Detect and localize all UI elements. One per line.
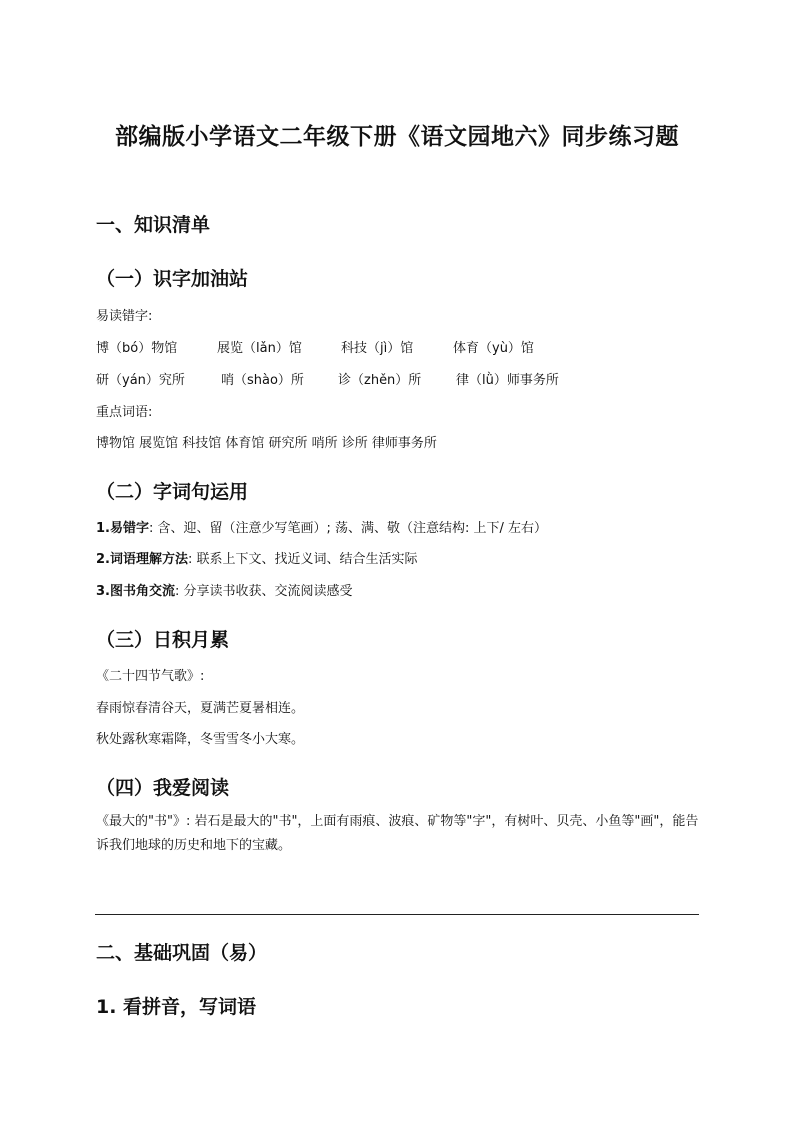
document-title: 部编版小学语文二年级下册《语文园地六》同步练习题	[115, 124, 679, 150]
pinyin-word: 展览（lǎn）馆	[217, 341, 302, 356]
pinyin-row-2	[96, 369, 559, 388]
usage-item-1-text: : 含、迎、留（注意少写笔画）; 荡、满、敬（注意结构: 上下/ 左右）	[148, 521, 548, 536]
key-words-list: 博物馆 展览馆 科技馆 体育馆 研究所 哨所 诊所 律师事务所	[96, 436, 437, 451]
usage-item-1	[96, 517, 547, 536]
subsection-heading-literacy: （一）识字加油站	[96, 268, 249, 290]
poem-line-2: 秋处露秋寒霜降，冬雪雪冬小大寒。	[96, 732, 305, 747]
pinyin-word: 科技（jì）馆	[341, 341, 414, 356]
label-key-words: 重点词语:	[96, 405, 153, 420]
usage-item-2-text: : 联系上下文、找近义词、结合生活实际	[187, 552, 418, 567]
subsection-heading-daily-accumulation: （三）日积月累	[96, 629, 230, 651]
usage-item-2	[96, 548, 418, 567]
label-easy-misread: 易读错字:	[96, 309, 153, 324]
usage-item-3-label: 3.图书角交流	[96, 584, 175, 599]
section-divider	[95, 914, 699, 915]
subsection-heading-reading: （四）我爱阅读	[96, 777, 230, 799]
pinyin-word: 博（bó）物馆	[96, 341, 178, 356]
pinyin-word: 哨（shào）所	[221, 373, 304, 388]
question-heading-1: 1. 看拼音，写词语	[96, 996, 257, 1018]
section-heading-knowledge-list: 一、知识清单	[96, 214, 211, 236]
section-heading-basic-consolidation: 二、基础巩固（易）	[96, 942, 268, 964]
pinyin-word: 诊（zhěn）所	[338, 373, 422, 388]
poem-title: 《二十四节气歌》:	[96, 669, 205, 684]
usage-item-3-text: : 分享读书收获、交流阅读感受	[174, 584, 353, 599]
poem-line-1: 春雨惊春清谷天，夏满芒夏暑相连。	[96, 701, 305, 716]
usage-item-2-label: 2.词语理解方法	[96, 552, 188, 567]
subsection-heading-word-usage: （二）字词句运用	[96, 481, 249, 503]
usage-item-3	[96, 580, 353, 599]
reading-paragraph: 《最大的"书"》: 岩石是最大的"书"，上面有雨痕、波痕、矿物等"字"，有树叶、贝壳、小鱼等"画"，能告诉我们地球的历史和地下的宝藏。	[96, 814, 699, 853]
pinyin-row-1	[96, 337, 534, 356]
usage-item-1-label: 1.易错字	[96, 521, 149, 536]
pinyin-word: 研（yán）究所	[96, 373, 185, 388]
pinyin-word: 律（lǜ）师事务所	[456, 373, 559, 388]
pinyin-word: 体育（yù）馆	[453, 341, 534, 356]
